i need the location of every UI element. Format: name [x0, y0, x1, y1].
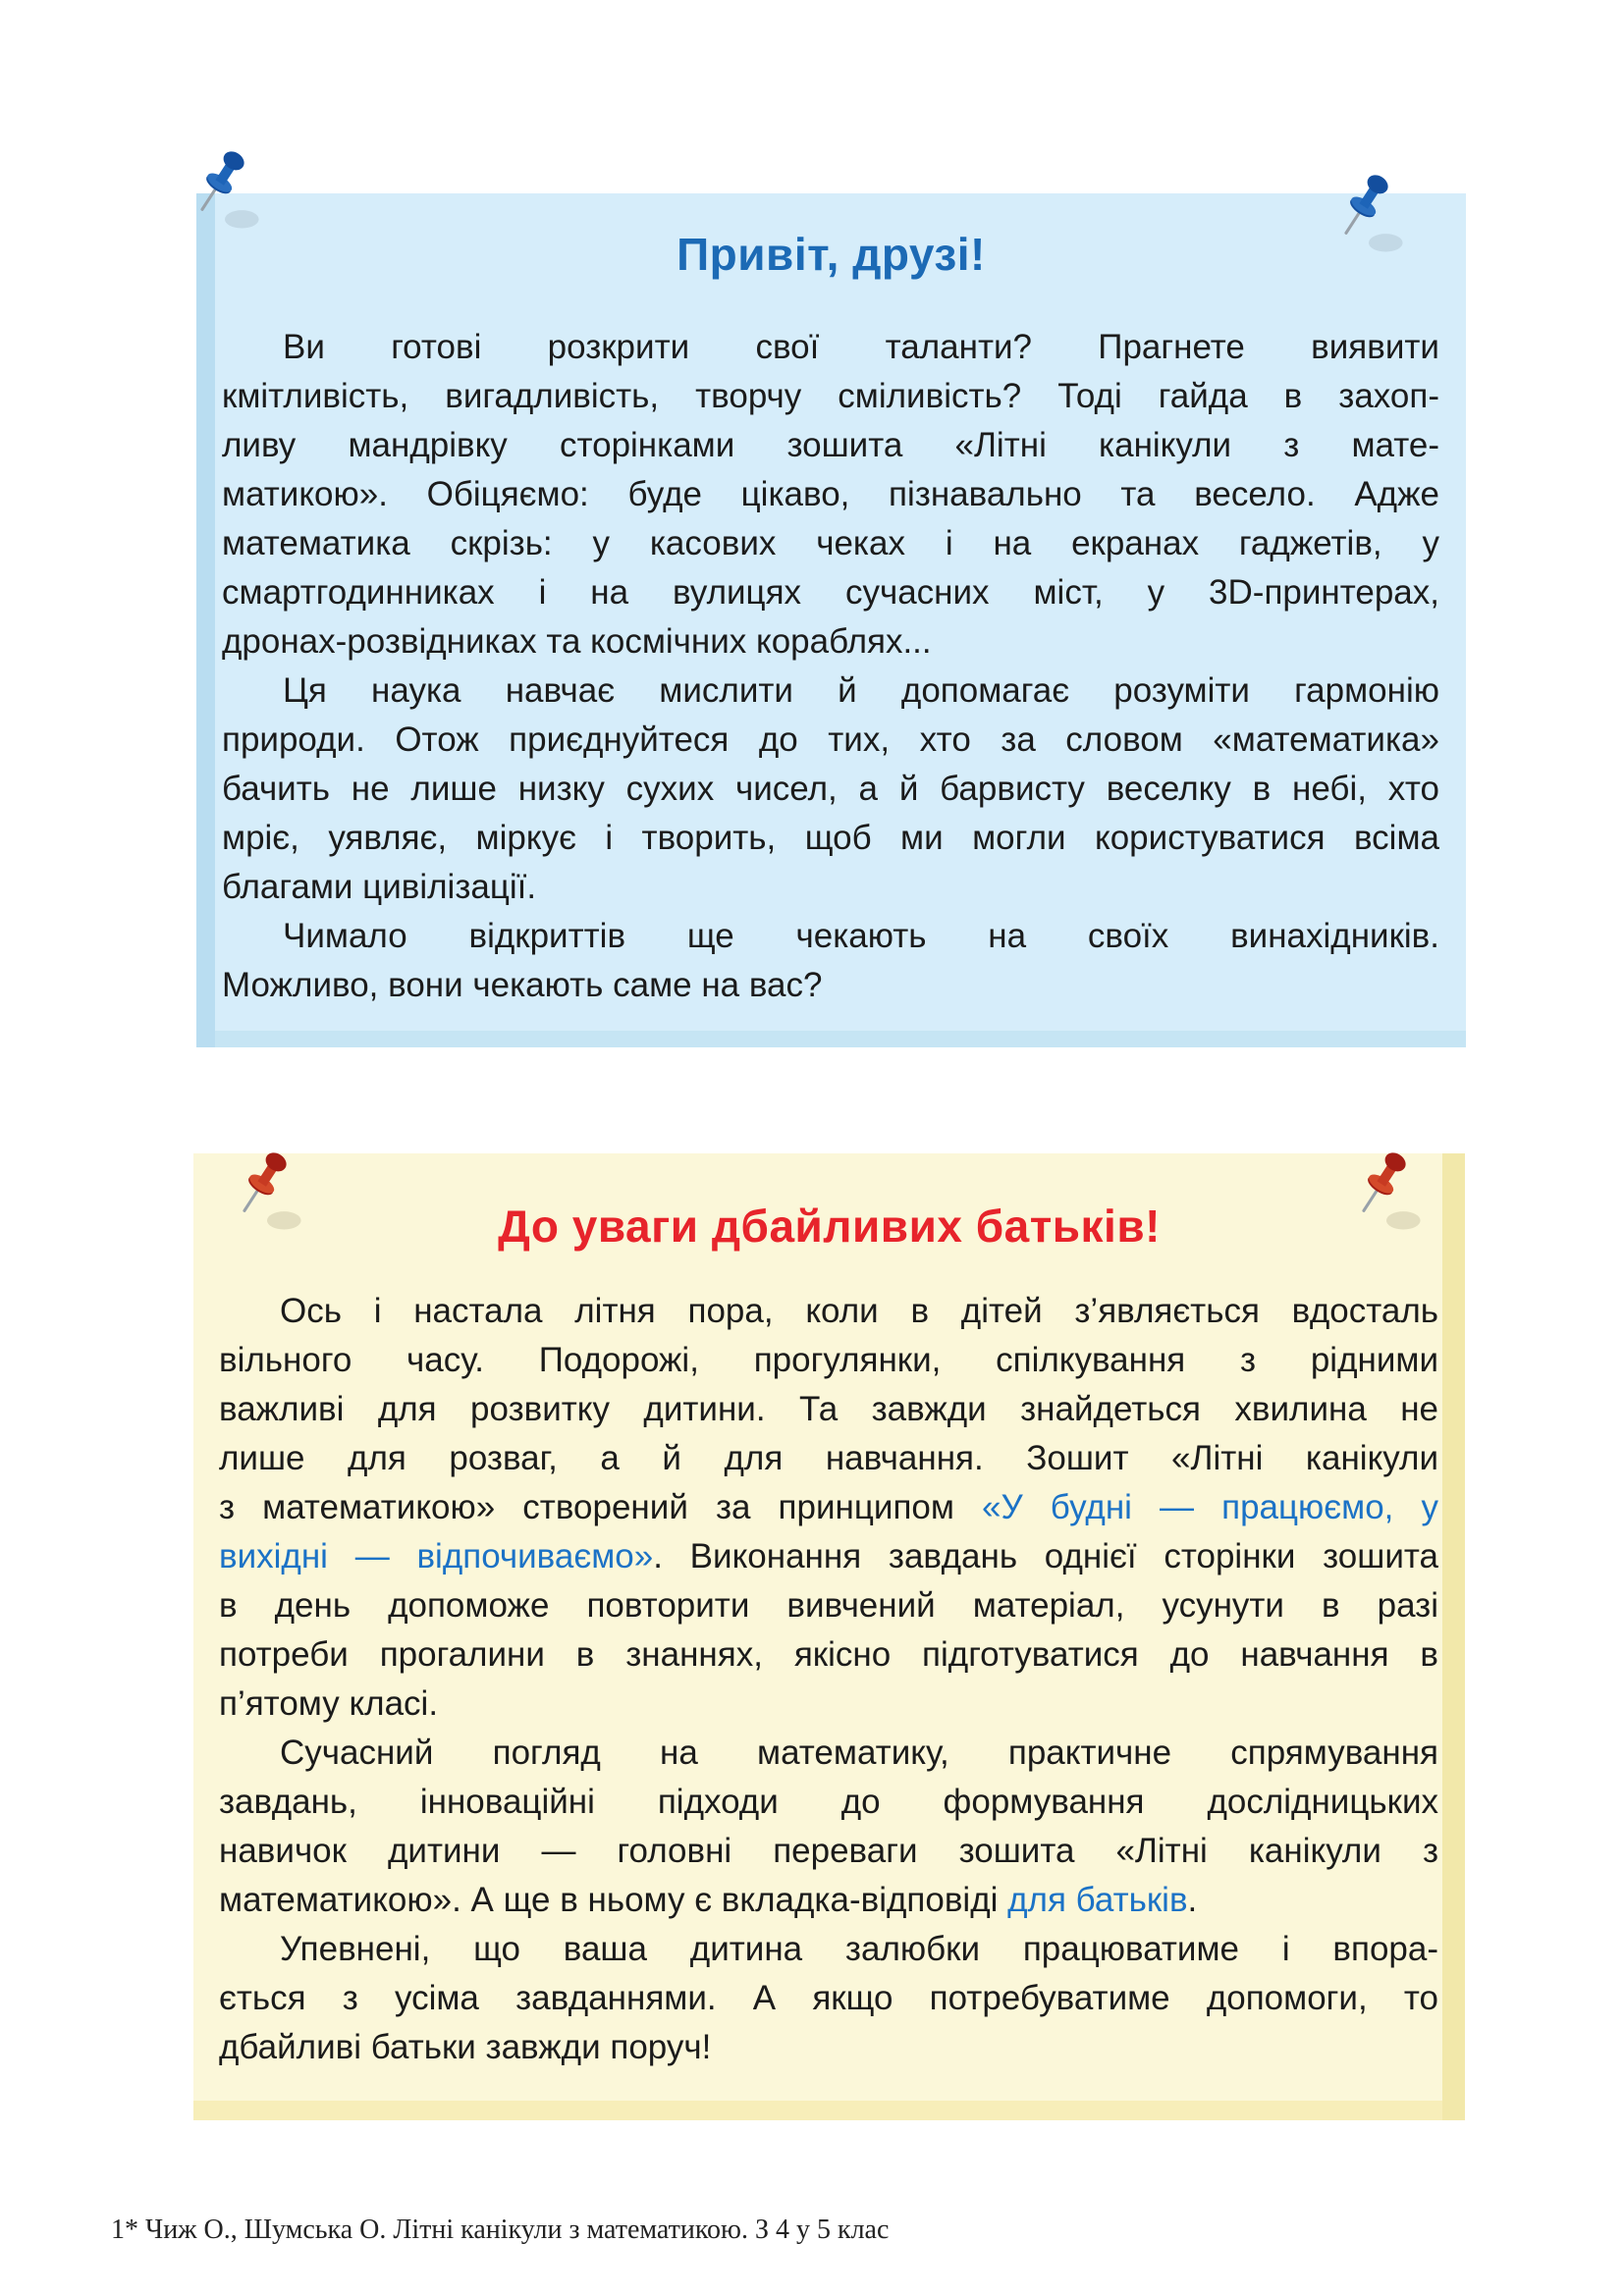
text-line: матикою». Обіцяємо: буде цікаво, пізнавально та весело. Адже: [222, 475, 1439, 513]
text-line: дронах-розвідниках та космічних кораблях...: [222, 622, 932, 661]
text-line: природи. Отож приєднуйтеся до тих, хто за словом «математика»: [222, 721, 1439, 759]
text-line: дбайливі батьки завжди поруч!: [219, 2028, 712, 2066]
text-line: мріє, уявляє, міркує і творить, щоб ми могли користуватися всіма: [222, 819, 1439, 857]
text-line: ливу мандрівку сторінками зошита «Літні канікули з мате-: [222, 426, 1439, 464]
text-line: навичок дитини — головні переваги зошита «Літні канікули з: [219, 1832, 1438, 1870]
text-line: Сучасний погляд на математику, практичне спрямування: [280, 1734, 1438, 1772]
text-line: важливі для розвитку дитини. Та завжди знайдеться хвилина не: [219, 1390, 1438, 1428]
parents-note-card: [193, 1153, 1465, 2120]
text-line: в день допоможе повторити вивчений матеріал, усунути в разі: [219, 1586, 1438, 1625]
pushpin-icon: [1351, 1147, 1426, 1256]
text-line: лише для розваг, а й для навчання. Зошит «Літні канікули: [219, 1439, 1438, 1477]
card-edge: [215, 1031, 1466, 1047]
text-line: п’ятому класі.: [219, 1684, 439, 1723]
text-line: Упевнені, що ваша дитина залюбки працюватиме і впора-: [280, 1930, 1438, 1968]
card-edge: [196, 193, 215, 1047]
text-line: потреби прогалини в знаннях, якісно підготуватися до навчання в: [219, 1635, 1438, 1674]
footnote: 1* Чиж О., Шумська О. Літні канікули з математикою. З 4 у 5 клас: [111, 2215, 890, 2245]
text-line: завдань, інноваційні підходи до формування дослідницьких: [219, 1783, 1438, 1821]
text-line: благами цивілізації.: [222, 868, 537, 906]
parents-note-body: [219, 1287, 1438, 2072]
parents-note-title: До уваги дбайливих батьків!: [498, 1201, 1161, 1252]
pushpin-icon: [189, 145, 264, 255]
pushpin-icon: [232, 1147, 306, 1256]
text-line: Ось і настала літня пора, коли в дітей з’являється вдосталь: [280, 1292, 1438, 1330]
text-line: математика скрізь: у касових чеках і на екранах гаджетів, у: [222, 524, 1439, 562]
text-line: ється з усіма завданнями. А якщо потребуватиме допомоги, то: [219, 1979, 1438, 2017]
greeting-card: [196, 193, 1466, 1047]
pushpin-icon: [1333, 169, 1408, 279]
text-line: смартгодинниках і на вулицях сучасних міст, у 3D-принтерах,: [222, 573, 1439, 612]
text-line: Можливо, вони чекають саме на вас?: [222, 966, 823, 1004]
greeting-card-title: Привіт, друзі!: [677, 229, 986, 280]
card-edge: [193, 2101, 1442, 2120]
text-line: Чимало відкриттів ще чекають на своїх винахідників.: [283, 917, 1439, 955]
text-line: бачить не лише низку сухих чисел, а й барвисту веселку в небі, хто: [222, 770, 1439, 808]
text-line: математикою». А ще в ньому є вкладка-відповіді для батьків.: [219, 1881, 1198, 1919]
text-line: вільного часу. Подорожі, прогулянки, спілкування з рідними: [219, 1341, 1438, 1379]
card-edge: [1442, 1153, 1465, 2120]
text-line: Ця наука навчає мислити й допомагає розуміти гармонію: [283, 671, 1439, 710]
text-line: кмітливість, вигадливість, творчу сміливість? Тоді гайда в захоп-: [222, 377, 1439, 415]
text-line: Ви готові розкрити свої таланти? Прагнете виявити: [283, 328, 1439, 366]
text-line: вихідні — відпочиваємо». Виконання завдань однієї сторінки зошита: [219, 1537, 1438, 1575]
text-line: з математикою» створений за принципом «У будні — працюємо, у: [219, 1488, 1438, 1526]
greeting-card-body: [222, 323, 1439, 1010]
